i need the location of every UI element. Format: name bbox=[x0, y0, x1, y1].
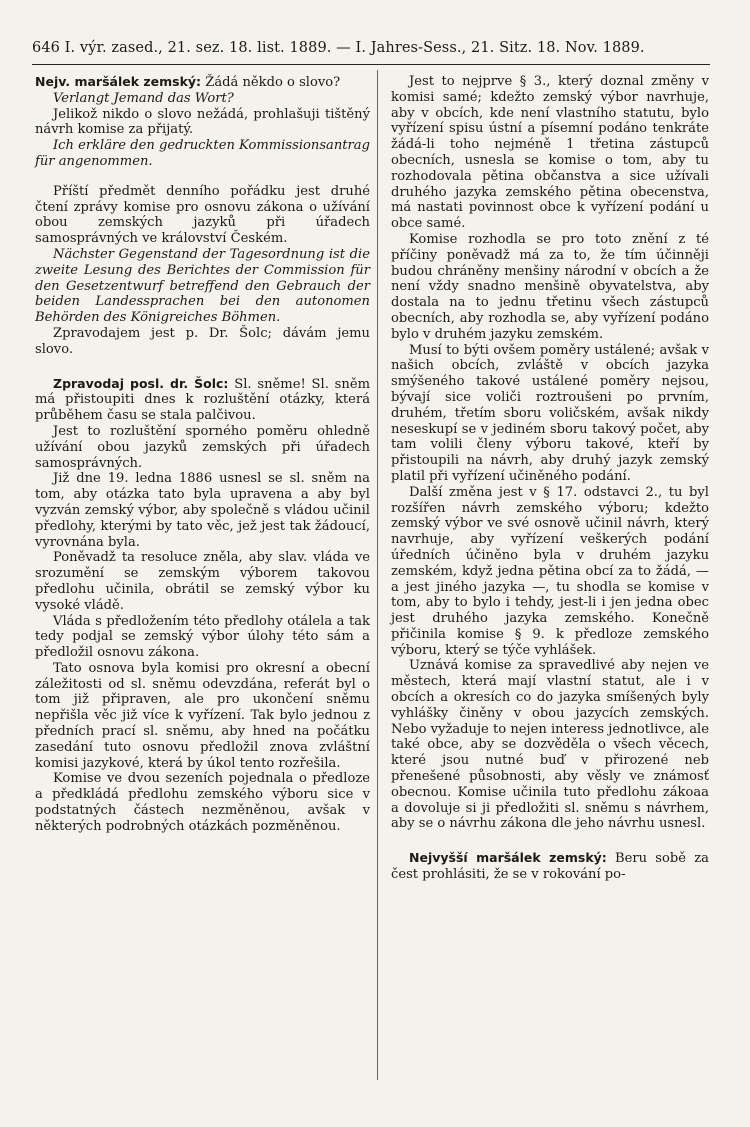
paragraph: Příští předmět denního pořádku jest druhé čtení zprávy komise pro osnovu zákona o užívání obou zemských jazyků při úřadech samosprávných ve království Českém. bbox=[35, 183, 370, 247]
header-rule bbox=[32, 64, 710, 65]
speaker-name: Zpravodaj posl. dr. Šolc: bbox=[53, 375, 229, 391]
paragraph: Jest to nejprve § 3., který doznal změny v komisi samé; kdežto zemský výbor navrhuje, aby v obcích, kde není vlastního statutu, bylo vyřízení spisu ústní a písemní podáno tenkráte žádá-li toho nejméně 1 třetina zástupců obecních, usnesla se komise o tom, aby tu rozhodovala pětina občanstva a sice užívali druhého jazyka zemského pětina obecenstva, má nastati povinnost obce k vyřízení podání u obce samé. bbox=[391, 74, 709, 232]
paragraph-text: Žádá někdo o slovo? bbox=[201, 75, 341, 90]
paragraph bbox=[35, 376, 370, 424]
paragraph: Poněvadž ta resoluce zněla, aby slav. vláda ve srozumění se zemským výborem takovou předlohu učinila, obrátil se zemský výbor ku vysoké vládě. bbox=[35, 550, 370, 613]
paragraph: Musí to býti ovšem poměry ustálené; avšak v našich obcích, zvláště v obcích jazyka smýšeného takové ustálené poměry nejsou, bývají sice voliči roztroušeni po prvním, druhém, třetím sboru voličském, avšak nikdy neseskupí se v jediném sboru takový počet, aby tam volili členy výboru takové, kteří by přistoupili na návrh, aby druhý jazyk zemský platil při vyřízení učiněného podání. bbox=[391, 342, 709, 484]
speaker-name: Nejvyšší maršálek zemský: bbox=[409, 850, 607, 866]
paragraph: Již dne 19. ledna 1886 usnesl se sl. sněm na tom, aby otázka tato byla upravena a aby byl vyzván zemský výbor, aby společně s vládou učinil předlohy, kterými by tato věc, jež jest tak žádoucí, vyrovnána byla. bbox=[35, 471, 370, 550]
paragraph: Vláda s předložením této předlohy otálela a tak tedy podjal se zemský výbor úlohy této sám a předložil osnovu zákona. bbox=[35, 613, 370, 661]
paragraph: Zpravodajem jest p. Dr. Šolc; dávám jemu slovo. bbox=[35, 325, 370, 357]
paragraph: Další změna jest v § 17. odstavci 2., tu byl rozšířen návrh zemského výboru; kdežto zemský výbor ve své osnově učinil návrh, který navrhuje, aby vyřízení veškerých podání úředních účiněno byla v druhém jazyku zemském, když jedna pětina obcí za to žádá, — a jest jiného jazyka —, tu shodla se komise v tom, aby to bylo i tehdy, jest-li i jen jedna obec jest druhého jazyka zemského. Konečně přičinila komise § 9. k předloze zemského výboru, který se týče vyhlášek. bbox=[391, 484, 709, 658]
paragraph-text: Beru sobě za čest prohlásiti, že se v rokování po- bbox=[391, 851, 709, 883]
page-header: 646 I. výr. zased., 21. sez. 18. list. 1889. — I. Jahres-Sess., 21. Sitz. 18. Nov. 1889. bbox=[32, 40, 645, 56]
paragraph: Tato osnova byla komisi pro okresní a obecní záležitosti od sl. sněmu odevzdána, referát byl o tom již připraven, ale pro ukončení sněmu nepřišla věc již více k vyřízení. Tak bylo jednou z předních prací sl. sněmu, aby hned na počátku zasedání tuto osnovu předložil znova zvláštní komisi jazykové, která by úkol tento rozřešila. bbox=[35, 660, 370, 771]
paragraph: Uznává komise za spravedlivé aby nejen ve městech, která mají vlastní statut, ale i v obcích a okresích co do jazyka smíšených byly vyhlášky činěny v obou jazycích zemských. Nebo vyžaduje to nejen interess jednotlivce, ale také obce, aby se dozvěděla o všech věcech, které jsou nutné buď v přirozené neb přenešené působnosti, aby věsly ve známosť obecnou. Komise učinila tuto předlohu zákoaa a dovoluje si ji předložiti sl. sněmu s návrhem, aby se o návrhu zákona dle jeho návrhu usnesl. bbox=[391, 658, 709, 832]
paragraph-text: Sl. sněme! Sl. sněm má přistoupiti dnes k rozluštění otázky, která průběhem času se stala palčivou. bbox=[35, 376, 370, 424]
paragraph bbox=[35, 74, 370, 91]
paragraph: Ich erkläre den gedruckten Kommissionsantrag für angenommen. bbox=[35, 138, 370, 169]
paragraph: Komise rozhodla se pro toto znění z té příčiny poněvadž má za to, že tím účinněji budou chráněny menšiny národní v obcích a že není vždy snadno menšině obyvatelstva, aby dostala na to jednu třetinu všech zástupců obecních, aby rozhodla se, aby vyřízení podáno bylo v druhém jazyku zemském. bbox=[391, 231, 709, 342]
paragraph: Verlangt Jemand das Wort? bbox=[53, 90, 234, 106]
paragraph: Jelikož nikdo o slovo nežádá, prohlašuji tištěný návrh komise za přijatý. bbox=[35, 106, 370, 138]
paragraph bbox=[391, 850, 709, 883]
paragraph: Jest to rozluštění sporného poměru ohledně užívání obou jazyků zemských při úřadech samosprávných. bbox=[35, 423, 370, 471]
speaker-name: Nejv. maršálek zemský: bbox=[35, 74, 202, 89]
paragraph: Nächster Gegenstand der Tagesordnung ist die zweite Lesung des Berichtes der Commission für den Gesetzentwurf betreffend den Gebrauch der beiden Landessprachen bei den autonomen Behörden des Königreiches Böhmen. bbox=[35, 246, 370, 326]
column-divider bbox=[377, 70, 378, 1080]
right-column bbox=[391, 74, 709, 883]
left-column bbox=[35, 74, 370, 835]
paragraph: Komise ve dvou sezeních pojednala o předloze a předkládá předlohu zemského výboru sice v podstatných částech nezměněnou, avšak v některých podrobných otázkách pozměněnou. bbox=[35, 771, 370, 834]
